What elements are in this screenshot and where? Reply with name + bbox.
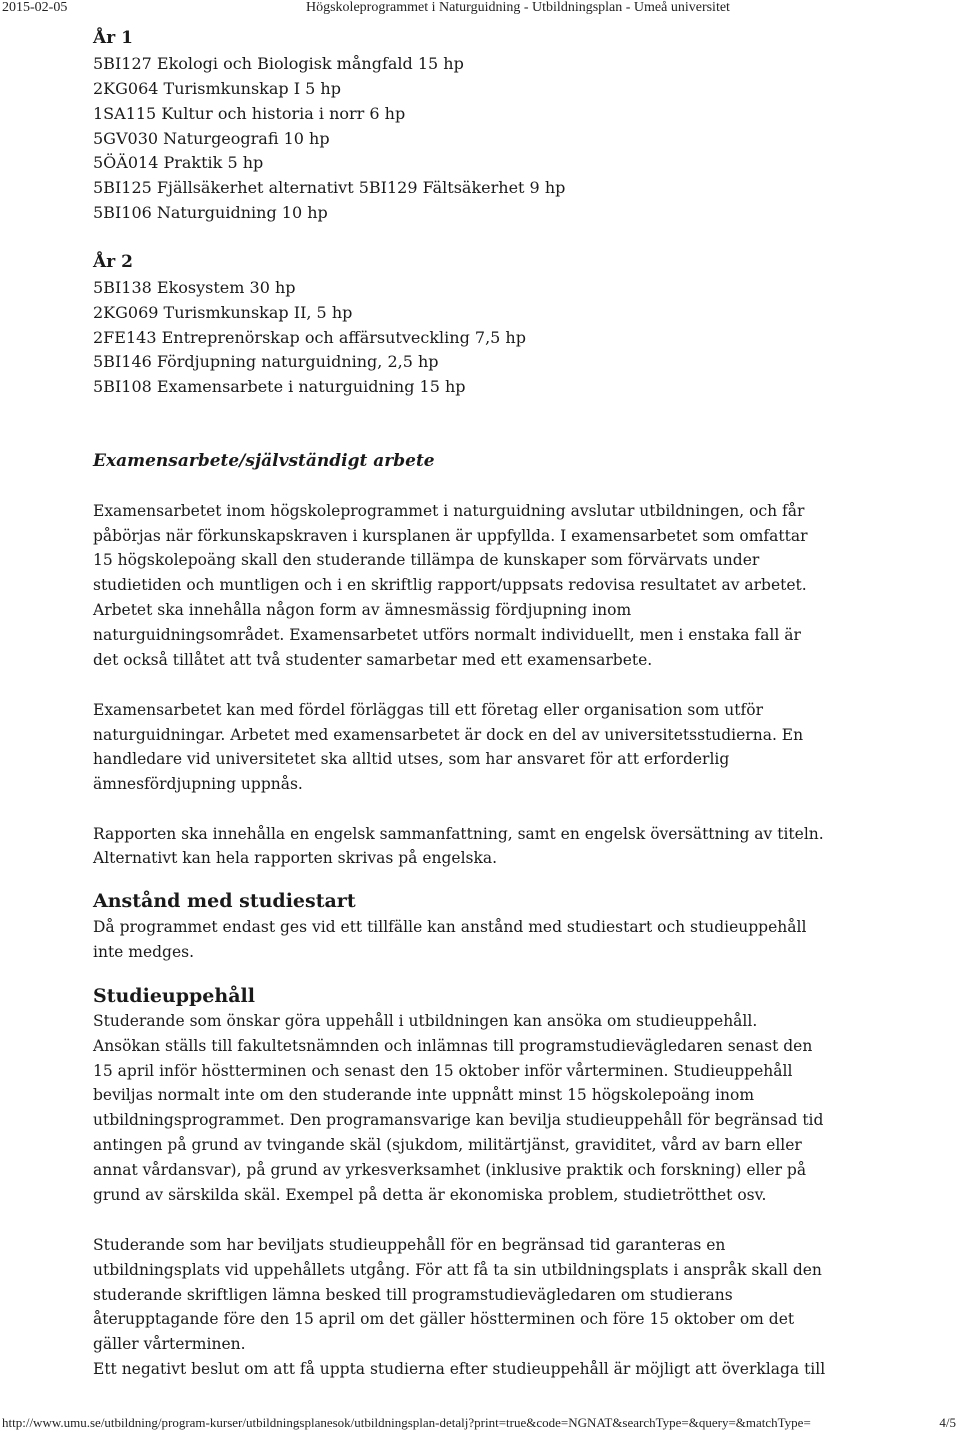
thesis-paragraph-line: naturguidningar. Arbetet med examensarbetet är dock en del av universitetsstudierna. En <box>93 726 804 744</box>
year2-heading: År 2 <box>93 252 133 272</box>
year1-course: 1SA115 Kultur och historia i norr 6 hp <box>93 104 406 123</box>
study-break-paragraph-line: beviljas normalt inte om den studerande inte uppnått minst 15 högskolepoäng inom <box>93 1086 755 1104</box>
print-date: 2015-02-05 <box>2 0 68 15</box>
thesis-paragraph-line: ämnesfördjupning uppnås. <box>93 775 303 793</box>
thesis-paragraph-line: Examensarbetet inom högskoleprogrammet i naturguidning avslutar utbildningen, och får <box>93 502 805 520</box>
study-break-paragraph-line: utbildningsplats vid uppehållets utgång. För att få ta sin utbildningsplats i anspråk skall den <box>93 1261 822 1279</box>
thesis-paragraph-line: naturguidningsområdet. Examensarbetet utförs normalt individuellt, men i enstaka fall är <box>93 626 801 644</box>
deferral-paragraph-line: Då programmet endast ges vid ett tillfälle kan anstånd med studiestart och studieuppehåll <box>93 918 807 936</box>
footer-url: http://www.umu.se/utbildning/program-kurser/utbildningsplanesok/utbildningsplan-detalj?print=true&code=NGNAT&searchType=&query=&matchType= <box>2 1415 811 1430</box>
year2-course: 5BI138 Ekosystem 30 hp <box>93 278 296 297</box>
year1-course: 2KG064 Turismkunskap I 5 hp <box>93 79 341 98</box>
study-break-paragraph-line: studerande skriftligen lämna besked till programstudievägledaren om studierans <box>93 1286 733 1304</box>
year2-course: 2FE143 Entreprenörskap och affärsutveckling 7,5 hp <box>93 328 526 347</box>
study-break-paragraph-line: Studerande som önskar göra uppehåll i utbildningen kan ansöka om studieuppehåll. <box>93 1012 758 1030</box>
thesis-paragraph-line: studietiden och muntligen och i en skriftlig rapport/uppsats redovisa resultatet av arbetet. <box>93 576 807 594</box>
thesis-paragraph-line: Examensarbetet kan med fördel förläggas till ett företag eller organisation som utför <box>93 701 763 719</box>
study-break-paragraph-line: gäller vårterminen. <box>93 1335 246 1353</box>
study-break-paragraph-line: Studerande som har beviljats studieuppehåll för en begränsad tid garanteras en <box>93 1236 726 1254</box>
study-break-paragraph-line: antingen på grund av tvingande skäl (sjukdom, militärtjänst, graviditet, vård av barn eller <box>93 1136 802 1154</box>
year2-course: 5BI146 Fördjupning naturguidning, 2,5 hp <box>93 352 439 371</box>
thesis-paragraph-line: 15 högskolepoäng skall den studerande tillämpa de kunskaper som förvärvats under <box>93 551 760 569</box>
deferral-heading: Anstånd med studiestart <box>93 890 356 912</box>
year1-course: 5BI106 Naturguidning 10 hp <box>93 203 328 222</box>
study-break-paragraph-line: Ansökan ställs till fakultetsnämnden och inlämnas till programstudievägledaren senast den <box>93 1037 813 1055</box>
study-break-paragraph-line: grund av särskilda skäl. Exempel på detta är ekonomiska problem, studietrötthet osv. <box>93 1186 767 1204</box>
study-break-heading: Studieuppehåll <box>93 985 255 1007</box>
study-break-paragraph-line: Ett negativt beslut om att få uppta studierna efter studieuppehåll är möjligt att överklaga till <box>93 1360 826 1378</box>
study-break-paragraph-line: annat vårdansvar), på grund av yrkesverksamhet (inklusive praktik och forskning) eller på <box>93 1161 807 1179</box>
study-break-paragraph-line: utbildningsprogrammet. Den programansvarige kan bevilja studieuppehåll för begränsad tid <box>93 1111 824 1129</box>
year2-course: 2KG069 Turismkunskap II, 5 hp <box>93 303 353 322</box>
year2-course: 5BI108 Examensarbete i naturguidning 15 hp <box>93 377 466 396</box>
year1-course: 5BI127 Ekologi och Biologisk mångfald 15 hp <box>93 54 464 73</box>
thesis-heading: Examensarbete/självständigt arbete <box>93 451 435 471</box>
year1-course: 5ÖÄ014 Praktik 5 hp <box>93 153 264 172</box>
page-title: Högskoleprogrammet i Naturguidning - Utbildningsplan - Umeå universitet <box>306 0 730 15</box>
thesis-paragraph-line: Alternativt kan hela rapporten skrivas på engelska. <box>93 849 498 867</box>
year1-course: 5BI125 Fjällsäkerhet alternativt 5BI129 Fältsäkerhet 9 hp <box>93 178 566 197</box>
study-break-paragraph-line: återupptagande före den 15 april om det gäller höstterminen och före 15 oktober om det <box>93 1310 795 1328</box>
study-break-paragraph-line: 15 april inför höstterminen och senast den 15 oktober inför vårterminen. Studieuppehåll <box>93 1062 793 1080</box>
thesis-paragraph-line: Rapporten ska innehålla en engelsk sammanfattning, samt en engelsk översättning av titeln. <box>93 825 824 843</box>
thesis-paragraph-line: handledare vid universitetet ska alltid utses, som har ansvaret för att erforderlig <box>93 750 730 768</box>
thesis-paragraph-line: Arbetet ska innehålla någon form av ämnesmässig fördjupning inom <box>93 601 632 619</box>
page-number: 4/5 <box>939 1415 956 1430</box>
thesis-paragraph-line: påbörjas när förkunskapskraven i kursplanen är uppfyllda. I examensarbetet som omfattar <box>93 527 808 545</box>
deferral-paragraph-line: inte medges. <box>93 943 195 961</box>
year1-heading: År 1 <box>93 28 133 48</box>
year1-course: 5GV030 Naturgeografi 10 hp <box>93 129 330 148</box>
thesis-paragraph-line: det också tillåtet att två studenter samarbetar med ett examensarbete. <box>93 651 653 669</box>
